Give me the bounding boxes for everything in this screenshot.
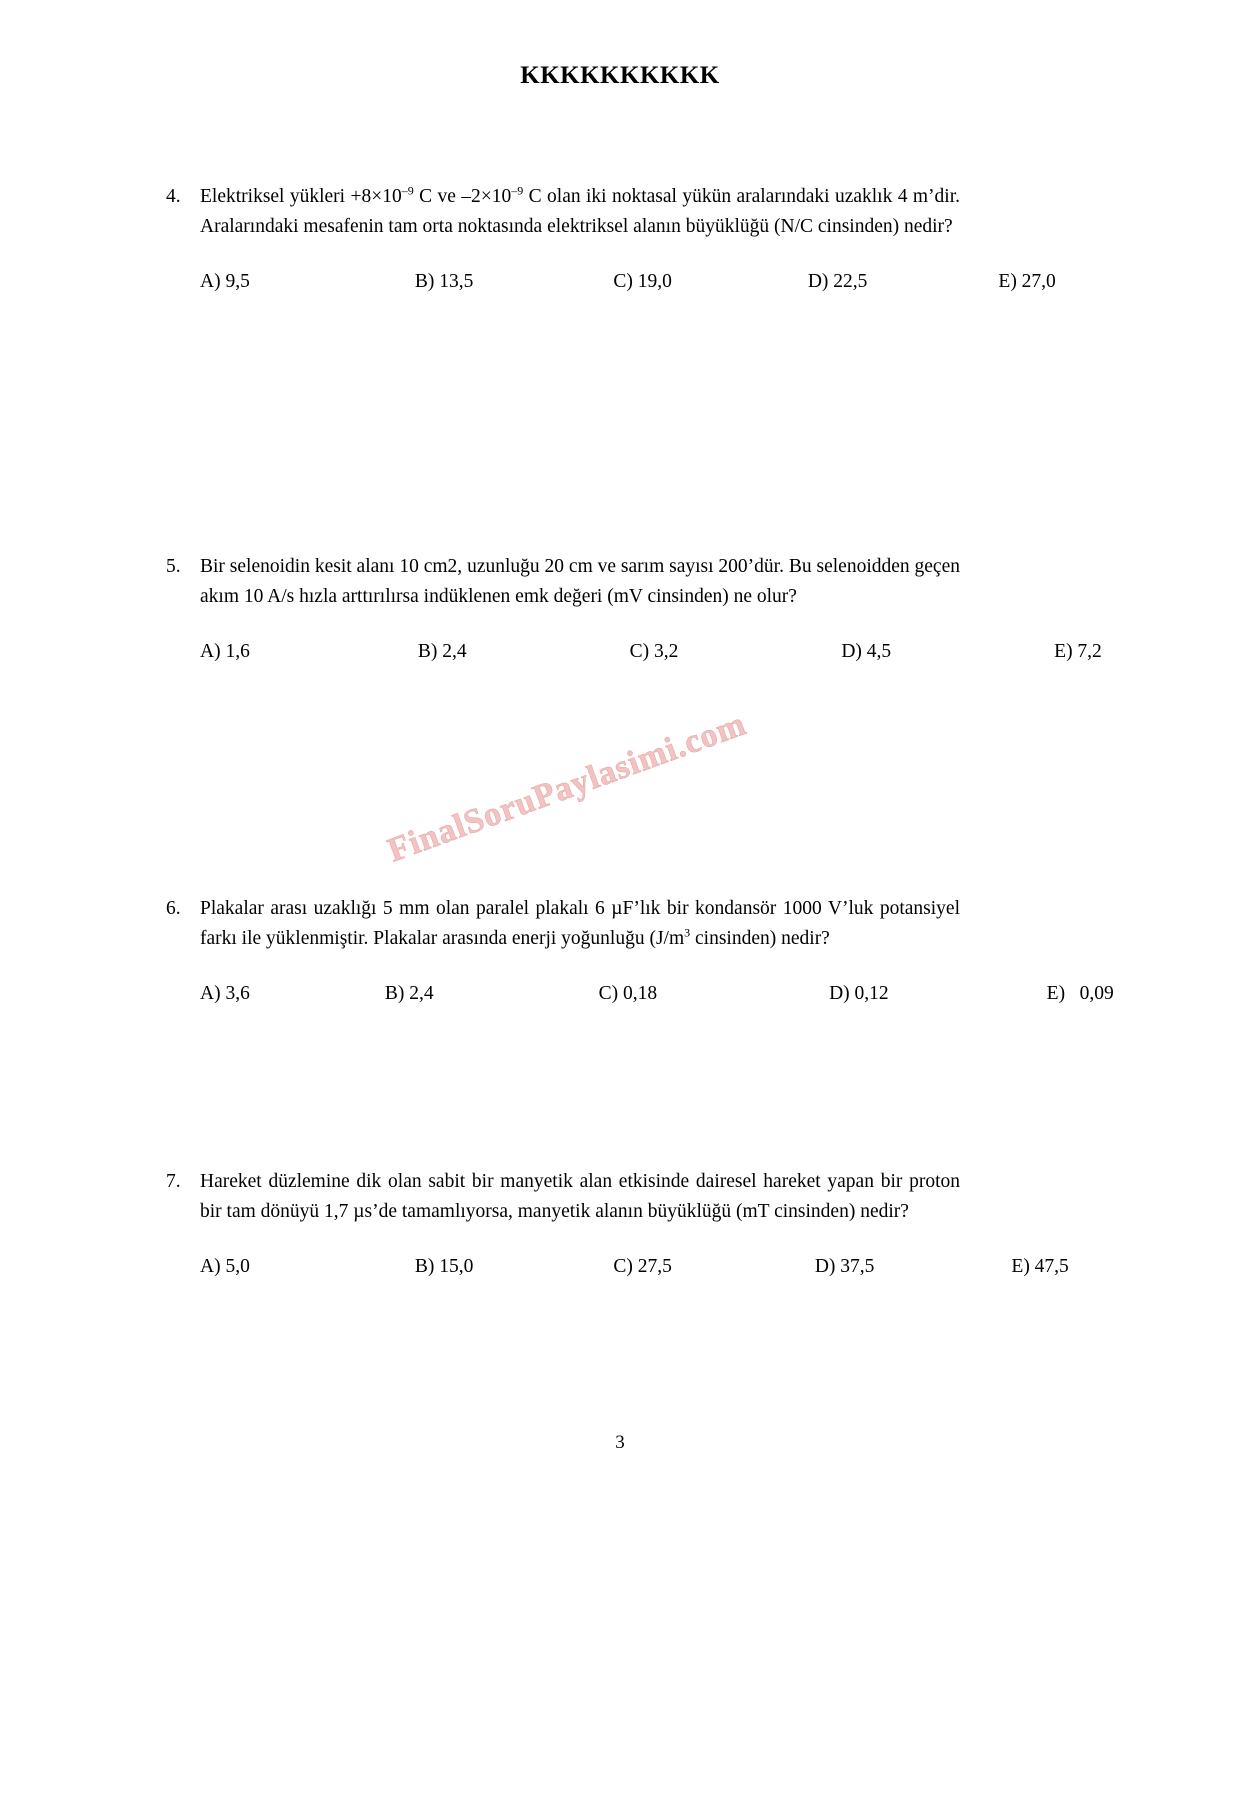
question-row xyxy=(160,182,960,242)
question-text: Hareket düzlemine dik olan sabit bir manyetik alan etkisinde dairesel hareket yapan bir proton bir tam dönüyü 1,7 µs’de tamamlıyorsa, manyetik alanın büyüklüğü (mT cinsinden) nedir? xyxy=(200,1171,960,1222)
answer-option[interactable]: E) 7,2 xyxy=(1054,641,1102,662)
superscript: 3 xyxy=(684,925,691,940)
answer-option[interactable]: B) 2,4 xyxy=(384,983,434,1004)
answer-option[interactable]: D) 37,5 xyxy=(814,1256,875,1277)
page-number: 3 xyxy=(615,1432,625,1453)
answer-option[interactable]: A) 9,5 xyxy=(200,271,250,292)
question-row xyxy=(160,1167,960,1227)
question-number: 7. xyxy=(166,1171,181,1192)
answer-option[interactable]: B) 13,5 xyxy=(414,271,474,292)
answer-option[interactable]: E) 47,5 xyxy=(1011,1256,1069,1277)
document-page xyxy=(0,62,1240,1816)
question-number: 4. xyxy=(166,186,181,207)
question-text: Plakalar arası uzaklığı 5 mm olan paralel plakalı 6 µF’lık bir kondansör 1000 V’luk potansiyel farkı ile yüklenmiştir. Plakalar arasında enerji yoğunluğu ($J/m^3$ cinsinden) nedir? xyxy=(200,898,960,949)
answer-option[interactable]: C) 27,5 xyxy=(613,1256,672,1277)
answer-option[interactable]: D) 0,12 xyxy=(829,983,889,1004)
question-number: 6. xyxy=(166,898,181,919)
question-text: Elektriksel yükleri $+8\times 10^{-9}$ C ve $-2\times 10^{-9}$ C olan iki noktasal yükün aralarındaki uzaklık 4 m’dir. Aralarındaki mesafenin tam orta noktasında elektriksel alanın büyüklüğü (N/C cinsinden) nedir? xyxy=(200,183,960,237)
question-text: Bir selenoidin kesit alanı 10 cm2, uzunluğu 20 cm ve sarım sayısı 200’dür. Bu selenoidden geçen akım 10 A/s hızla arttırılırsa indüklenen emk değeri (mV cinsinden) ne olur? xyxy=(200,556,960,607)
answer-option[interactable]: B) 15,0 xyxy=(414,1256,474,1277)
question-item xyxy=(160,894,1114,1008)
answer-option[interactable]: C) 3,2 xyxy=(629,641,679,662)
superscript: –9 xyxy=(511,183,524,198)
answer-options xyxy=(200,980,1114,1008)
answer-options xyxy=(200,268,1056,296)
answer-option[interactable]: E) 0,09 xyxy=(1046,983,1114,1004)
answer-option[interactable]: D) 4,5 xyxy=(841,641,892,662)
question-item xyxy=(160,182,1056,296)
superscript: –9 xyxy=(401,183,414,198)
question-row xyxy=(160,894,960,954)
question-number: 5. xyxy=(166,556,181,577)
answer-option[interactable]: A) 5,0 xyxy=(200,1256,250,1277)
page-title: KKKKKKKKKK xyxy=(520,62,720,89)
answer-option[interactable]: D) 22,5 xyxy=(807,271,868,292)
answer-option[interactable]: A) 3,6 xyxy=(200,983,250,1004)
answer-options xyxy=(200,1253,1069,1281)
answer-option[interactable]: C) 19,0 xyxy=(613,271,672,292)
question-item xyxy=(160,1167,1069,1281)
answer-option[interactable]: E) 27,0 xyxy=(998,271,1056,292)
watermark: FinalSoruPaylasimi.com xyxy=(383,705,752,870)
question-row xyxy=(160,552,960,612)
answer-option[interactable]: A) 1,6 xyxy=(200,641,250,662)
answer-options xyxy=(200,638,1102,666)
answer-option[interactable]: B) 2,4 xyxy=(417,641,467,662)
answer-option[interactable]: C) 0,18 xyxy=(598,983,658,1004)
question-item xyxy=(160,552,1102,666)
